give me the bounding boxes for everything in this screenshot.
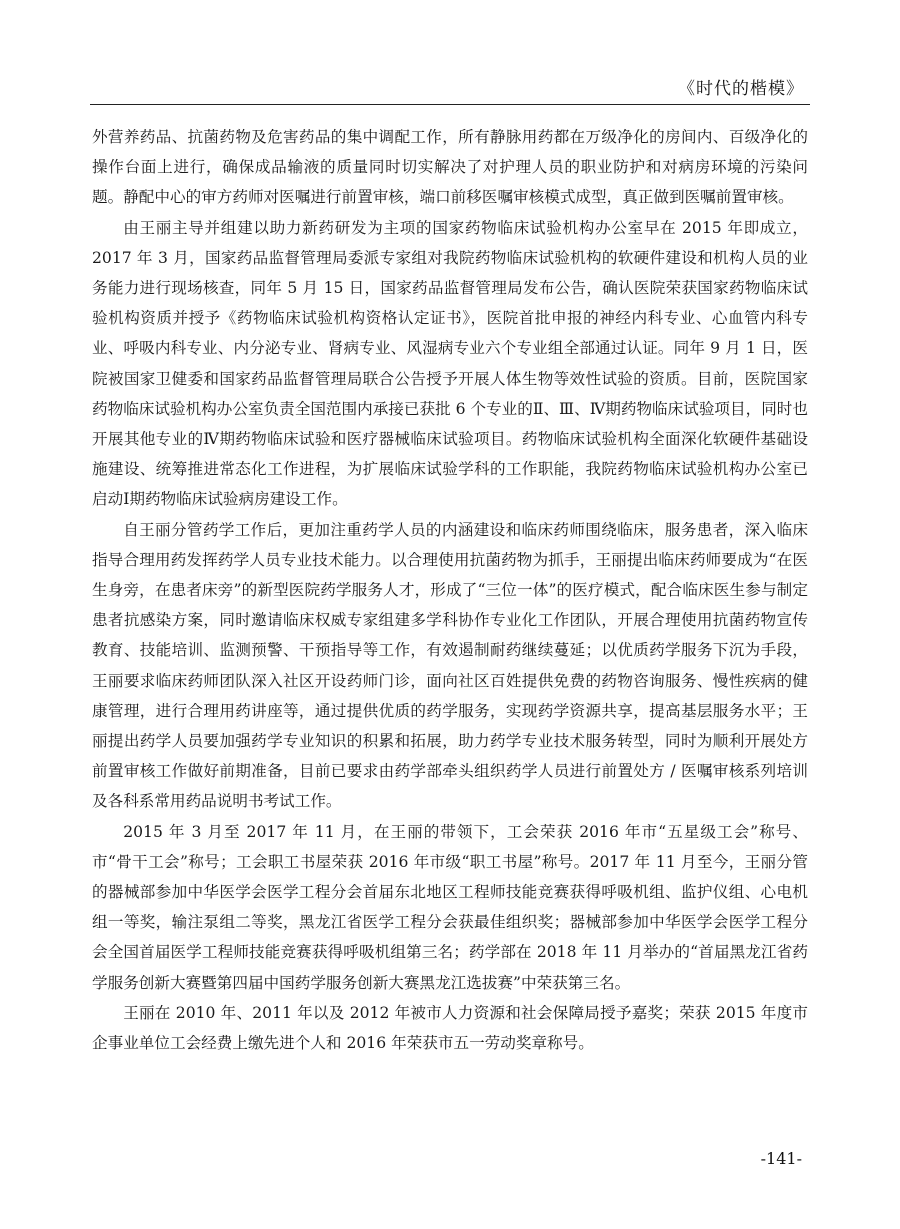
page-number: -141- [760, 1149, 802, 1168]
paragraph-awards: 2015 年 3 月至 2017 年 11 月，在王丽的带领下，工会荣获 2016 年市“五星级工会”称号、市“骨干工会”称号；工会职工书屋荣获 2016 年市级“职工书屋”称号。2017 年 11 月至今，王丽分管的器械部参加中华医学会医学工程分会首届东北地区工程师技能竞赛获得呼吸机组、监护仪组、心电机组一等奖，输注泵组二等奖，黑龙江省医学工程分会获最佳组织奖；器械部参加中华医学会医学工程分会全国首届医学工程师技能竞赛获得呼吸机组第三名；药学部在 2018 年 11 月举办的“首届黑龙江省药学服务创新大赛暨第四届中国药学服务创新大赛黑龙江选拔赛”中荣获第三名。 [92, 822, 808, 992]
body-text [92, 122, 808, 1058]
paragraph-pharmacy-work: 自王丽分管药学工作后，更加注重药学人员的内涵建设和临床药师围绕临床，服务患者，深入临床指导合理用药发挥药学人员专业技术能力。以合理使用抗菌药物为抓手，王丽提出临床药师要成为“在医生身旁，在患者床旁”的新型医院药学服务人才，形成了“三位一体”的医疗模式，配合临床医生参与制定患者抗感染方案，同时邀请临床权威专家组建多学科协作专业化工作团队，开展合理使用抗菌药物宣传教育、技能培训、监测预警、干预指导等工作，有效遏制耐药继续蔓延；以优质药学服务下沉为手段，王丽要求临床药师团队深入社区开设药师门诊，面向社区百姓提供免费的药物咨询服务、慢性疾病的健康管理，进行合理用药讲座等，通过提供优质的药学服务，实现药学资源共享，提高基层服务水平；王丽提出药学人员要加强药学专业知识的积累和拓展，助力药学专业技术服务转型，同时为顺利开展处方前置审核工作做好前期准备，目前已要求由药学部牵头组织药学人员进行前置处方 / 医嘱审核系列培训及各科系常用药品说明书考试工作。 [92, 520, 808, 811]
paragraph-continuation: 外营养药品、抗菌药物及危害药品的集中调配工作，所有静脉用药都在万级净化的房间内、百级净化的操作台面上进行，确保成品输液的质量同时切实解决了对护理人员的职业防护和对病房环境的污染问题。静配中心的审方药师对医嘱进行前置审核，端口前移医嘱审核模式成型，真正做到医嘱前置审核。 [92, 128, 808, 207]
header-rule [90, 104, 810, 105]
running-header-title: 《时代的楷模》 [678, 79, 804, 99]
paragraph-clinical-trial-office: 由王丽主导并组建以助力新药研发为主项的国家药物临床试验机构办公室早在 2015 年即成立，2017 年 3 月，国家药品监督管理局委派专家组对我院药物临床试验机构的软硬件建设和机构人员的业务能力进行现场核查，同年 5 月 15 日，国家药品监督管理局发布公告，确认医院荣获国家药物临床试验机构资质并授予《药物临床试验机构资格认定证书》，医院首批申报的神经内科专业、心血管内科专业、呼吸内科专业、内分泌专业、肾病专业、风湿病专业六个专业组全部通过认证。同年 9 月 1 日，医院被国家卫健委和国家药品监督管理局联合公告授予开展人体生物等效性试验的资质。目前，医院国家药物临床试验机构办公室负责全国范围内承接已获批 6 个专业的Ⅱ、Ⅲ、Ⅳ期药物临床试验项目，同时也开展其他专业的Ⅳ期药物临床试验和医疗器械临床试验项目。药物临床试验机构全面深化软硬件基础设施建设、统筹推进常态化工作进程，为扩展临床试验学科的工作职能，我院药物临床试验机构办公室已启动Ⅰ期药物临床试验病房建设工作。 [92, 218, 808, 509]
paragraph-personal-honors: 王丽在 2010 年、2011 年以及 2012 年被市人力资源和社会保障局授予嘉奖；荣获 2015 年度市企事业单位工会经费上缴先进个人和 2016 年荣获市五一劳动奖章称号。 [92, 1003, 808, 1053]
